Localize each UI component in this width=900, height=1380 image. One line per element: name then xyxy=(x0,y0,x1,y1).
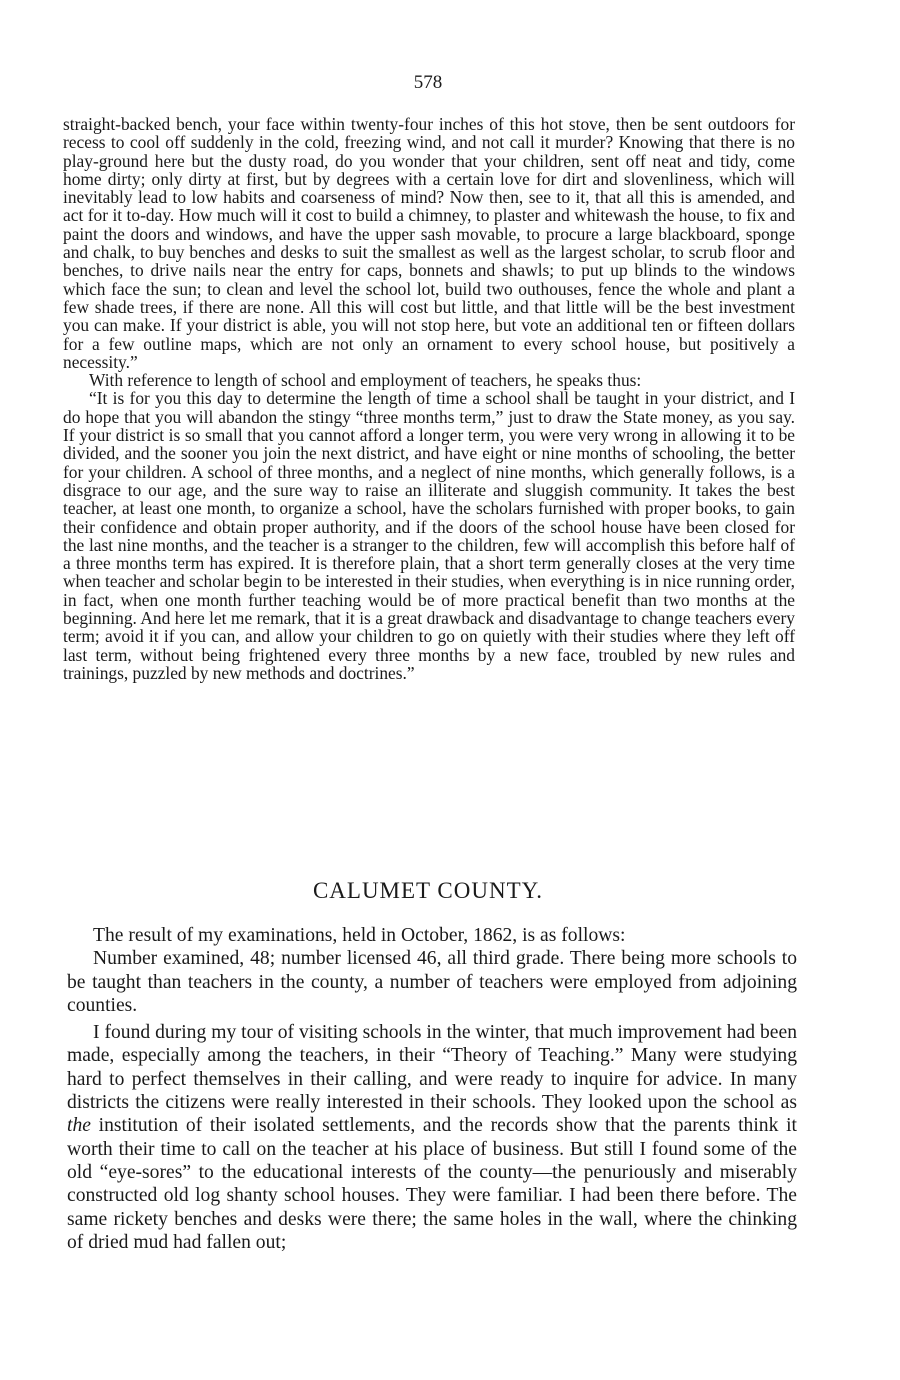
quoted-report-text xyxy=(63,115,795,682)
paragraph-length-of-school: “It is for you this day to determine the length of time a school shall be taught in your district, and I do hope that you will abandon the stingy “three months term,” just to draw the State money, as you say. If your district is so small that you cannot afford a longer term, you were very wrong in allowing it to be divided, and the sooner you join the next district, and have eight or nine months of schooling, the better for your children. A school of three months, and a neglect of nine months, which generally follows, is a disgrace to our age, and the sure way to raise an illiterate and sluggish community. It takes the best teacher, at least one month, to organize a school, have the scholars furnished with proper books, to gain their confidence and obtain proper authority, and if the doors of the school house have been closed for the last nine months, and the teacher is a stranger to the children, few will accomplish this before half of a three months term has expired. It is therefore plain, that a short term generally closes at the very time when teacher and scholar begin to be interested in their studies, when everything is in nice running order, in fact, when one month further teaching would be of more practical benefit than two months at the beginning. And here let me remark, that it is a great drawback and disadvantage to change teachers every term; avoid it if you can, and allow your children to go on quietly with their studies where they left off last term, without being frightened every three months by a new face, troubled by new rules and trainings, puzzled by new methods and doctrines.” xyxy=(63,388,795,683)
paragraph-examination-result: The result of my examinations, held in October, 1862, is as follows: xyxy=(93,925,626,946)
section-heading: CALUMET COUNTY. xyxy=(312,878,544,903)
paragraph-school-improvements: straight-backed bench, your face within twenty-four inches of this hot stove, then be sent outdoors for recess to cool off suddenly in the cold, freezing wind, and not call it murder? Knowing that there is no play-ground here but the dusty road, do you wonder that your children, sent off neat and tidy, come home dirty; only dirty at first, but by degrees with a certain love for dirt and slovenliness, which will inevitably lead to low habits and coarseness of mind? Now then, see to it, that all this is amended, and act for it to-day. How much will it cost to build a chimney, to plaster and whitewash the house, to fix and paint the doors and windows, and have the upper sash movable, to procure a large blackboard, sponge and chalk, to buy benches and desks to suit the smallest as well as the largest scholar, to scrub floor and benches, to drive nails near the entry for caps, bonnets and shawls; to put up blinds to the windows which face the sun; to clean and level the school lot, build two outhouses, fence the whole and plant a few shade trees, if there are none. All this will cost but little, and that little will be the best investment you can make. If your district is able, you will not stop here, but vote an additional ten or fifteen dollars for a few outline maps, which are not only an ornament to every school house, but positively a necessity.” xyxy=(63,114,795,372)
paragraph-school-visits-part-1: I found during my tour of visiting schools in the winter, that much improvement had been made, especially among the teachers, in their “Theory of Teaching.” Many were studying hard to perfect themselves in their calling, and were ready to inquire for advice. In many districts the citizens were really interested in their schools. They looked upon the school as xyxy=(67,1022,797,1114)
paragraph-intro-length-of-school: With reference to length of school and employment of teachers, he speaks thus: xyxy=(89,370,642,391)
paragraph-examination-numbers: Number examined, 48; number licensed 46, all third grade. There being more schools to be taught than teachers in the county, a number of teachers were employed from adjoining counties. xyxy=(67,948,797,1016)
paragraph-school-visits-part-2: institution of their isolated settlements, and the records show that the parents think it worth their time to call on the teacher at his place of business. But still I found some of the old “eye-sores” to the educational interests of the county—the penuriously and miserably constructed old log shanty school houses. They were familiar. I had been there before. The same rickety benches and desks were there; the same holes in the wall, where the chinking of dried mud had fallen out; xyxy=(67,1115,797,1253)
emphasized-word: the xyxy=(67,1115,91,1137)
calumet-county-report xyxy=(67,924,797,1254)
paragraph-school-visits xyxy=(67,1021,797,1254)
page-number: 578 xyxy=(413,72,443,93)
